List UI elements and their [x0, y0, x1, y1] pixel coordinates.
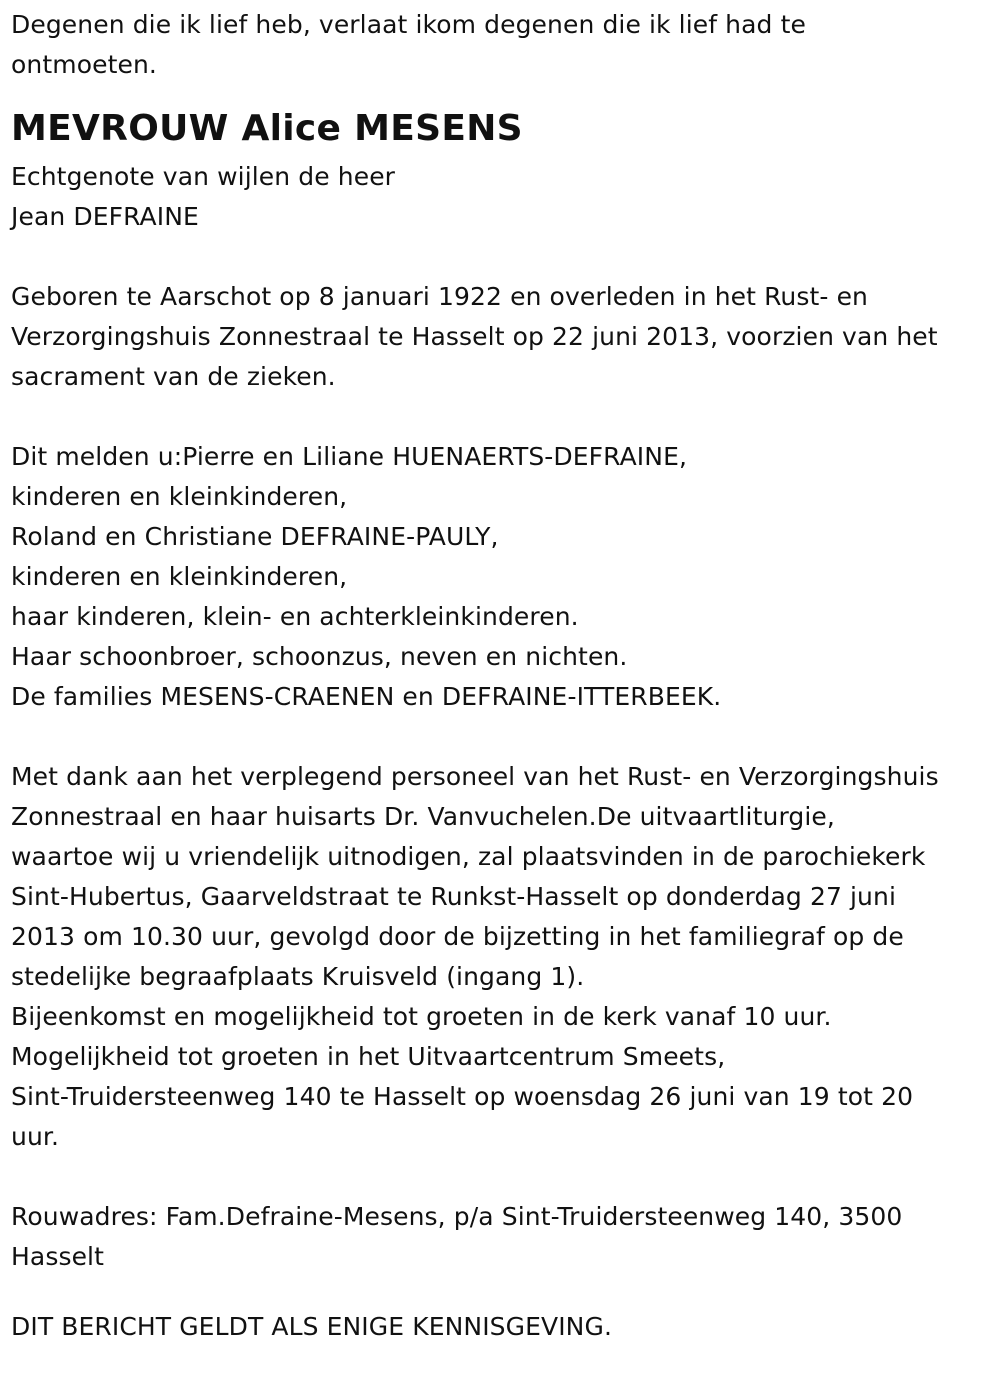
- motto-line: ontmoeten.: [11, 50, 157, 79]
- text-line: Rouwadres: Fam.Defraine-Mesens, p/a Sint-Truidersteenweg 140, 3500: [11, 1202, 903, 1231]
- text-line: Haar schoonbroer, schoonzus, neven en nichten.: [11, 642, 628, 671]
- text-line: Mogelijkheid tot groeten in het Uitvaartcentrum Smeets,: [11, 1042, 726, 1071]
- text-line: Hasselt: [11, 1242, 104, 1271]
- text-line: uur.: [11, 1122, 60, 1151]
- motto-quote: [11, 0, 996, 85]
- thanks-ceremony-paragraph: [11, 757, 996, 1157]
- text-line: Roland en Christiane DEFRAINE-PAULY,: [11, 522, 499, 551]
- birth-death-paragraph: [11, 277, 996, 397]
- paragraph-gap: [11, 237, 996, 277]
- motto-line: Degenen die ik lief heb, verlaat ikom degenen die ik lief had te: [11, 10, 806, 39]
- mourning-address: [11, 1197, 996, 1277]
- closing-statement: DIT BERICHT GELDT ALS ENIGE KENNISGEVING.: [11, 1312, 612, 1341]
- announcers-paragraph: [11, 437, 996, 717]
- text-line: 2013 om 10.30 uur, gevolgd door de bijzetting in het familiegraf op de: [11, 922, 904, 951]
- text-line: De families MESENS-CRAENEN en DEFRAINE-ITTERBEEK.: [11, 682, 722, 711]
- text-line: stedelijke begraafplaats Kruisveld (ingang 1).: [11, 962, 585, 991]
- text-line: kinderen en kleinkinderen,: [11, 562, 348, 591]
- text-line: Bijeenkomst en mogelijkheid tot groeten in de kerk vanaf 10 uur.: [11, 1002, 832, 1031]
- deceased-name: MEVROUW Alice MESENS: [11, 108, 523, 149]
- text-line: Sint-Hubertus, Gaarveldstraat te Runkst-Hasselt op donderdag 27 juni: [11, 882, 896, 911]
- obituary-notice: [11, 0, 996, 1347]
- text-line: waartoe wij u vriendelijk uitnodigen, zal plaatsvinden in de parochiekerk: [11, 842, 926, 871]
- text-line: Met dank aan het verplegend personeel van het Rust- en Verzorgingshuis: [11, 762, 939, 791]
- spouse-info: [11, 157, 996, 237]
- text-line: Sint-Truidersteenweg 140 te Hasselt op woensdag 26 juni van 19 tot 20: [11, 1082, 914, 1111]
- text-line: haar kinderen, klein- en achterkleinkinderen.: [11, 602, 579, 631]
- text-line: sacrament van de zieken.: [11, 362, 336, 391]
- text-line: kinderen en kleinkinderen,: [11, 482, 348, 511]
- spouse-line: Echtgenote van wijlen de heer: [11, 162, 396, 191]
- spouse-line: Jean DEFRAINE: [11, 202, 199, 231]
- text-line: Dit melden u:Pierre en Liliane HUENAERTS-DEFRAINE,: [11, 442, 688, 471]
- paragraph-gap: [11, 717, 996, 757]
- paragraph-gap: [11, 1157, 996, 1197]
- text-line: Verzorgingshuis Zonnestraal te Hasselt op 22 juni 2013, voorzien van het: [11, 322, 938, 351]
- text-line: Geboren te Aarschot op 8 januari 1922 en overleden in het Rust- en: [11, 282, 869, 311]
- paragraph-gap: [11, 397, 996, 437]
- text-line: Zonnestraal en haar huisarts Dr. Vanvuchelen.De uitvaartliturgie,: [11, 802, 835, 831]
